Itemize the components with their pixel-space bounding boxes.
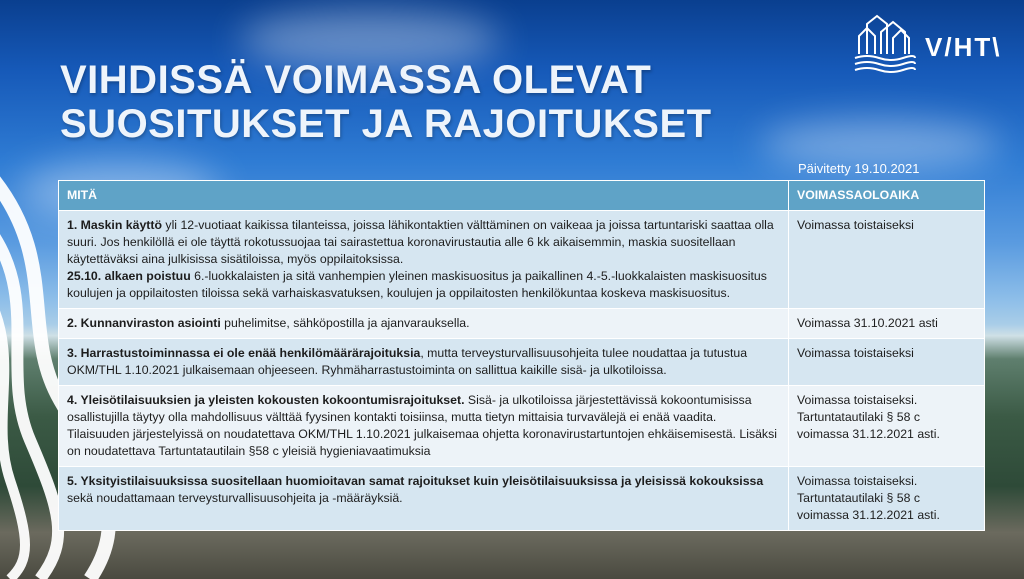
rule-public-events-description [59,386,789,467]
table-row [59,211,985,309]
rule-text: puhelimitse, sähköpostilla ja ajanvarauksella. [220,316,470,330]
rule-validity: Voimassa 31.10.2021 asti [789,309,985,339]
rule-private-events-description [59,467,789,531]
rule-validity [789,386,985,467]
header-what: MITÄ [59,181,789,211]
rules-table [58,180,985,531]
rule-text: sekä noudattamaan terveysturvallisuusohjeita ja -määräyksiä. [67,491,403,505]
title-line-1: VIHDISSÄ VOIMASSA OLEVAT [60,58,652,102]
rule-lead: 5. Yksityistilaisuuksissa suositellaan huomioitavan samat rajoitukset kuin yleisötilaisuuksissa ja yleisissä kokouksissa [67,474,764,488]
rule-lead: 25.10. alkaen poistuu [67,269,191,283]
slide-title [60,58,712,146]
validity-line: Voimassa toistaiseksi. [797,474,918,488]
table-header-row [59,181,985,211]
rule-mask-description [59,211,789,309]
rule-text: Sisä- ja ulkotiloissa järjestettävissä kokoontumisissa osallistujilla täytyy olla mahdollisuus välttää fyysinen kontakti toisiinsa, mutta tietyn mittaisia turvavälejä ei enää vaadita. Tilaisuuden järjestelyissä on noudatettava OKM/THL 1.10.2021 julkaisemaa ohjetta koronavirustartuntojen ehkäisemisestä. Lisäksi on noudatettava Tartuntatautilain §58 c yleisiä hygieniavaatimuksia [67,393,777,458]
table-row [59,386,985,467]
logo-wordmark: V/HT\ [925,32,1002,62]
rule-validity: Voimassa toistaiseksi [789,211,985,309]
validity-line: voimassa 31.12.2021 asti. [797,427,940,441]
rule-lead: 3. Harrastustoiminnassa ei ole enää henkilömäärärajoituksia [67,346,421,360]
rule-text: 6.-luokkalaisten ja sitä vanhempien yleinen maskisuositus ja paikallinen 4.-5.-luokkalaisten maskisuositus koulujen ja oppilaitosten tiloissa sekä varhaiskasvatuksen, koulujen ja oppilaitosten henkilökuntaa koskeva maskisuositus. [67,269,767,300]
rule-office-description [59,309,789,339]
table-row [59,339,985,386]
validity-line: Tartuntatautilaki § 58 c [797,410,921,424]
rule-text: yli 12-vuotiaat kaikissa tilanteissa, joissa lähikontaktien välttäminen on vaikeaa ja joissa tartuntariski saattaa olla suuri. Jos henkilöllä ei ole täyttä rokotussuojaa tai sairastettua koronavirustautia alle 6 kk aikaisemmin, maskia suositellaan käytettäväksi aina julkisissa sisätiloissa, myös oppilaitoksissa. [67,218,774,266]
table-row [59,467,985,531]
rule-lead: 1. Maskin käyttö [67,218,162,232]
rule-lead: 2. Kunnanviraston asiointi [67,316,221,330]
updated-date: Päivitetty 19.10.2021 [798,161,920,176]
validity-line: Tartuntatautilaki § 58 c [797,491,921,505]
validity-line: voimassa 31.12.2021 asti. [797,508,940,522]
header-validity: VOIMASSAOLOAIKA [789,181,985,211]
validity-line: Voimassa toistaiseksi. [797,393,918,407]
rule-validity: Voimassa toistaiseksi [789,339,985,386]
table-row [59,309,985,339]
rule-text: , mutta terveysturvallisuusohjeita tulee noudattaa ja tutustua OKM/THL 1.10.2021 julkaisemaan ohjeeseen. Ryhmäharrastustoiminta on sallittua kaikille sisä- ja ulkotiloissa. [67,346,748,377]
rule-validity [789,467,985,531]
rule-lead: 4. Yleisötilaisuuksien ja yleisten kokousten kokoontumisrajoitukset. [67,393,465,407]
title-line-2: SUOSITUKSET JA RAJOITUKSET [60,102,712,146]
rule-hobbies-description [59,339,789,386]
